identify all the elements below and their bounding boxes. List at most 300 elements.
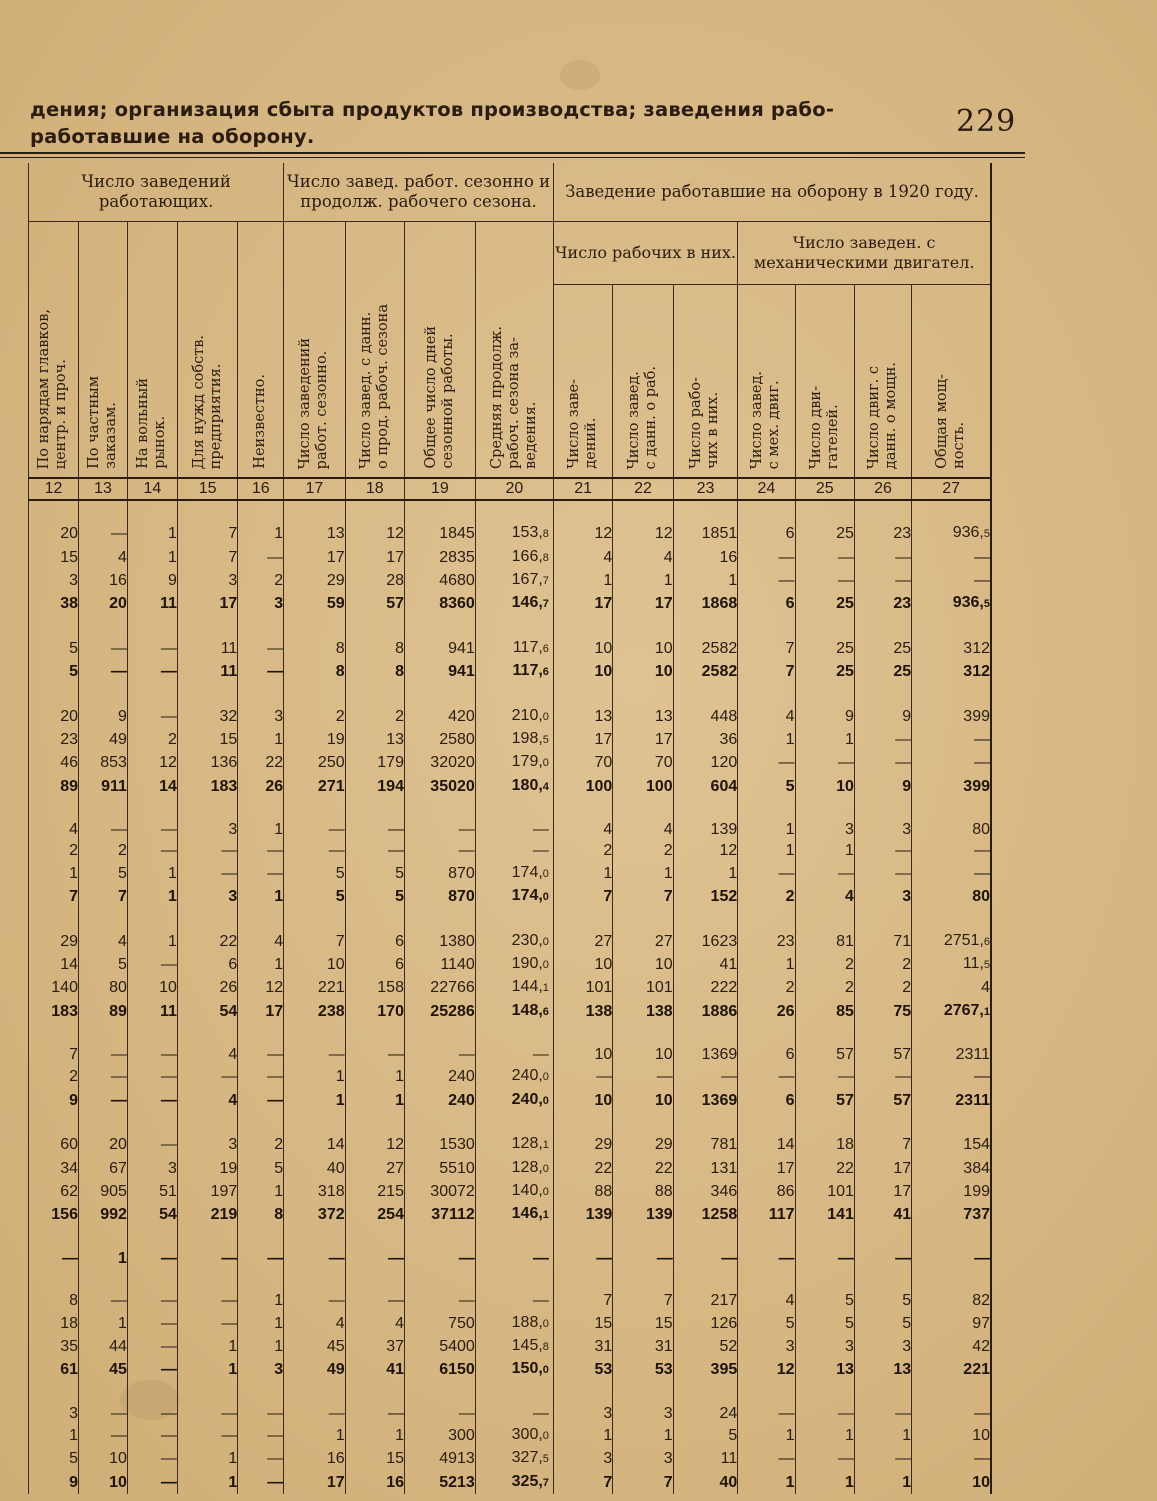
table-cell: — bbox=[795, 862, 854, 885]
table-cell: 24 bbox=[673, 1403, 738, 1424]
column-number: 15 bbox=[177, 478, 237, 500]
table-cell: 40 bbox=[673, 1471, 738, 1494]
table-cell: 13 bbox=[854, 1358, 911, 1381]
spacer-cell bbox=[177, 615, 237, 636]
decimal-part: 0 bbox=[542, 1162, 549, 1175]
spacer-cell bbox=[912, 1382, 991, 1403]
spacer-cell bbox=[475, 1023, 553, 1044]
spacer-cell bbox=[404, 908, 475, 929]
table-cell: 7 bbox=[738, 637, 795, 660]
spacer-cell bbox=[345, 1227, 404, 1248]
table-cell: 1 bbox=[177, 1358, 237, 1381]
table-cell: 23 bbox=[738, 930, 795, 953]
column-number: 23 bbox=[673, 478, 738, 500]
column-header-label: Для нужд собств. предприятия. bbox=[190, 334, 224, 469]
table-cell: 23 bbox=[29, 728, 79, 751]
table-cell: 120 bbox=[673, 751, 738, 774]
table-cell: 2 bbox=[345, 705, 404, 728]
table-cell: 1 bbox=[127, 546, 177, 569]
column-number: 27 bbox=[912, 478, 991, 500]
table-cell: 5 bbox=[78, 862, 127, 885]
table-cell: — bbox=[127, 1358, 177, 1381]
table-cell: 85 bbox=[795, 1000, 854, 1023]
spacer-cell bbox=[78, 1112, 127, 1133]
table-cell: 57 bbox=[795, 1089, 854, 1112]
table-cell: 1 bbox=[738, 1424, 795, 1447]
table-row bbox=[29, 1447, 992, 1470]
table-cell: — bbox=[673, 1065, 738, 1088]
table-cell: 1 bbox=[238, 1180, 284, 1203]
spacer-cell bbox=[284, 615, 345, 636]
spacer-row bbox=[29, 615, 992, 636]
table-cell: 4 bbox=[738, 705, 795, 728]
table-cell: 1845 bbox=[404, 522, 475, 545]
spacer-cell bbox=[738, 1269, 795, 1290]
table-cell: 16 bbox=[78, 569, 127, 592]
table-cell: 3 bbox=[238, 705, 284, 728]
table-cell: 4 bbox=[613, 819, 673, 840]
table-cell: 905 bbox=[78, 1180, 127, 1203]
spacer-cell bbox=[345, 1382, 404, 1403]
table-cell: — bbox=[127, 1403, 177, 1424]
spacer-row bbox=[29, 500, 992, 522]
table-cell: — bbox=[795, 1403, 854, 1424]
table-cell: — bbox=[404, 1290, 475, 1311]
column-number: 19 bbox=[404, 478, 475, 500]
spacer-cell bbox=[78, 1269, 127, 1290]
decimal-part: 6 bbox=[542, 642, 549, 655]
table-cell: — bbox=[177, 862, 237, 885]
spacer-cell bbox=[738, 1023, 795, 1044]
table-cell: — bbox=[127, 1133, 177, 1156]
spacer-cell bbox=[78, 1023, 127, 1044]
table-cell: 5400 bbox=[404, 1335, 475, 1358]
table-cell: 152 bbox=[673, 885, 738, 908]
column-header-label: Число двиг. с данн. о мощн. bbox=[866, 361, 900, 469]
table-cell: 271 bbox=[284, 775, 345, 798]
table-cell: 1 bbox=[177, 1471, 237, 1494]
table-cell: 5 bbox=[345, 885, 404, 908]
table-cell: 2582 bbox=[673, 660, 738, 683]
table-cell: 448 bbox=[673, 705, 738, 728]
table-cell: 10 bbox=[78, 1471, 127, 1494]
spacer-cell bbox=[29, 1227, 79, 1248]
table-cell: — bbox=[177, 1290, 237, 1311]
spacer-cell bbox=[127, 1269, 177, 1290]
table-cell: 60 bbox=[29, 1133, 79, 1156]
table-cell: 395 bbox=[673, 1358, 738, 1381]
table-cell: 4913 bbox=[404, 1447, 475, 1470]
decimal-part: 1 bbox=[542, 1209, 549, 1222]
spacer-cell bbox=[912, 615, 991, 636]
table-cell: 80 bbox=[912, 819, 991, 840]
spacer-cell bbox=[284, 1269, 345, 1290]
spacer-cell bbox=[854, 1269, 911, 1290]
table-cell: 54 bbox=[177, 1000, 237, 1023]
decimal-part: 5 bbox=[542, 1453, 549, 1466]
table-cell: 2 bbox=[795, 953, 854, 976]
table-cell: — bbox=[177, 840, 237, 861]
table-cell: 70 bbox=[553, 751, 612, 774]
table-cell: 81 bbox=[795, 930, 854, 953]
table-cell: 1 bbox=[78, 1248, 127, 1269]
table-cell: 22 bbox=[795, 1157, 854, 1180]
table-cell: 2835 bbox=[404, 546, 475, 569]
table-cell: 8 bbox=[238, 1203, 284, 1226]
total-row bbox=[29, 1358, 992, 1381]
table-cell: 170 bbox=[345, 1000, 404, 1023]
table-cell: 23 bbox=[854, 592, 911, 615]
table-cell: 158 bbox=[345, 976, 404, 999]
table-cell: 1 bbox=[795, 1471, 854, 1494]
table-cell: 15 bbox=[345, 1447, 404, 1470]
table-cell: 15 bbox=[177, 728, 237, 751]
total-row bbox=[29, 660, 992, 683]
table-cell: — bbox=[78, 522, 127, 545]
table-cell: 1 bbox=[854, 1471, 911, 1494]
table-cell: 13 bbox=[795, 1358, 854, 1381]
spacer-cell bbox=[29, 908, 79, 929]
table-cell: 14 bbox=[284, 1133, 345, 1156]
spacer-cell bbox=[912, 798, 991, 819]
spacer-cell bbox=[177, 683, 237, 704]
column-header-12 bbox=[29, 222, 79, 479]
spacer-cell bbox=[613, 500, 673, 522]
table-cell: 3 bbox=[177, 569, 237, 592]
table-cell: 7 bbox=[613, 1471, 673, 1494]
table-cell: 1886 bbox=[673, 1000, 738, 1023]
table-cell: 62 bbox=[29, 1180, 79, 1203]
decimal-part: 5 bbox=[542, 733, 549, 746]
column-header-21 bbox=[553, 285, 612, 479]
spacer-cell bbox=[613, 1227, 673, 1248]
table-cell: 101 bbox=[795, 1180, 854, 1203]
table-cell: 11 bbox=[673, 1447, 738, 1470]
table-cell: 2 bbox=[284, 705, 345, 728]
spacer-cell bbox=[29, 1382, 79, 1403]
table-cell: 6 bbox=[738, 592, 795, 615]
table-cell: — bbox=[238, 1471, 284, 1494]
table-cell: 10 bbox=[613, 660, 673, 683]
statistics-table bbox=[28, 163, 992, 1494]
column-header-label: По частным заказам. bbox=[85, 376, 119, 469]
table-cell: — bbox=[238, 637, 284, 660]
table-cell: 1 bbox=[284, 1065, 345, 1088]
spacer-cell bbox=[284, 1112, 345, 1133]
table-cell: 5 bbox=[29, 1447, 79, 1470]
table-cell: 25 bbox=[795, 522, 854, 545]
spacer-cell bbox=[345, 1023, 404, 1044]
table-cell: 13 bbox=[345, 728, 404, 751]
spacer-cell bbox=[912, 908, 991, 929]
table-cell: 372 bbox=[284, 1203, 345, 1226]
spacer-cell bbox=[29, 683, 79, 704]
table-cell: — bbox=[345, 840, 404, 861]
table-cell: 101 bbox=[553, 976, 612, 999]
table-cell: 420 bbox=[404, 705, 475, 728]
table-cell: — bbox=[284, 1044, 345, 1065]
spacer-cell bbox=[673, 1112, 738, 1133]
spacer-cell bbox=[854, 908, 911, 929]
table-cell: 38 bbox=[29, 592, 79, 615]
table-cell: 146,1 bbox=[475, 1203, 553, 1226]
table-cell: 20 bbox=[29, 522, 79, 545]
spacer-cell bbox=[738, 1112, 795, 1133]
table-cell: 1 bbox=[345, 1065, 404, 1088]
table-cell: 35020 bbox=[404, 775, 475, 798]
spacer-cell bbox=[795, 1269, 854, 1290]
spacer-cell bbox=[404, 1023, 475, 1044]
table-cell: 1140 bbox=[404, 953, 475, 976]
decimal-part: 0 bbox=[542, 710, 549, 723]
table-cell: — bbox=[404, 840, 475, 861]
table-cell: 117 bbox=[738, 1203, 795, 1226]
table-cell: 1380 bbox=[404, 930, 475, 953]
spacer-cell bbox=[345, 615, 404, 636]
table-cell: — bbox=[238, 660, 284, 683]
table-cell: 7 bbox=[29, 1044, 79, 1065]
column-header-label: Число завед. с данн. о раб. bbox=[625, 365, 659, 469]
column-header-label: На вольный рынок. bbox=[135, 378, 169, 469]
table-cell: 10 bbox=[795, 775, 854, 798]
table-cell: — bbox=[127, 1312, 177, 1335]
table-cell: 238 bbox=[284, 1000, 345, 1023]
table-cell: 100 bbox=[613, 775, 673, 798]
decimal-part: 7 bbox=[542, 598, 549, 611]
spacer-cell bbox=[854, 683, 911, 704]
table-cell: — bbox=[912, 1403, 991, 1424]
table-cell: 10 bbox=[912, 1424, 991, 1447]
spacer-cell bbox=[738, 615, 795, 636]
table-cell: 28 bbox=[345, 569, 404, 592]
spacer-cell bbox=[613, 1382, 673, 1403]
table-cell: 42 bbox=[912, 1335, 991, 1358]
table-cell: 230,0 bbox=[475, 930, 553, 953]
spacer-cell bbox=[29, 615, 79, 636]
column-header-label: Число заведений работ. сезонно. bbox=[297, 337, 331, 469]
spacer-cell bbox=[738, 1382, 795, 1403]
table-cell: 29 bbox=[29, 930, 79, 953]
table-cell: 1 bbox=[284, 1089, 345, 1112]
spacer-cell bbox=[795, 908, 854, 929]
table-cell: 22 bbox=[177, 930, 237, 953]
spacer-cell bbox=[673, 615, 738, 636]
table-row bbox=[29, 751, 992, 774]
table-cell: — bbox=[78, 1290, 127, 1311]
table-cell: — bbox=[475, 840, 553, 861]
table-cell: 61 bbox=[29, 1358, 79, 1381]
table-cell: 3 bbox=[854, 885, 911, 908]
table-cell: — bbox=[78, 1424, 127, 1447]
table-cell: — bbox=[795, 1065, 854, 1088]
table-cell: 9 bbox=[78, 705, 127, 728]
table-cell: — bbox=[78, 819, 127, 840]
table-cell: 12 bbox=[738, 1358, 795, 1381]
spacer-cell bbox=[553, 1023, 612, 1044]
table-cell: 3 bbox=[553, 1403, 612, 1424]
table-cell: 10 bbox=[613, 637, 673, 660]
table-cell: 30072 bbox=[404, 1180, 475, 1203]
column-header-24 bbox=[738, 285, 795, 479]
table-row bbox=[29, 637, 992, 660]
table-cell: 1 bbox=[284, 1424, 345, 1447]
table-cell: — bbox=[475, 1290, 553, 1311]
spacer-cell bbox=[284, 798, 345, 819]
table-cell: 51 bbox=[127, 1180, 177, 1203]
spacer-cell bbox=[475, 1112, 553, 1133]
table-cell: 737 bbox=[912, 1203, 991, 1226]
table-row bbox=[29, 546, 992, 569]
table-cell: 781 bbox=[673, 1133, 738, 1156]
spacer-cell bbox=[78, 1227, 127, 1248]
table-cell: 1 bbox=[29, 1424, 79, 1447]
table-cell: 67 bbox=[78, 1157, 127, 1180]
table-row bbox=[29, 1424, 992, 1447]
table-row bbox=[29, 1290, 992, 1311]
table-cell: 941 bbox=[404, 660, 475, 683]
column-header-25 bbox=[795, 285, 854, 479]
table-cell: 27 bbox=[613, 930, 673, 953]
table-cell: 17 bbox=[284, 546, 345, 569]
table-cell: — bbox=[738, 1248, 795, 1269]
spacer-cell bbox=[553, 1269, 612, 1290]
subgroup-header-workers: Число рабочих в них. bbox=[553, 222, 737, 285]
table-cell: 399 bbox=[912, 775, 991, 798]
table-cell: 853 bbox=[78, 751, 127, 774]
table-cell: — bbox=[912, 840, 991, 861]
table-cell: 11,5 bbox=[912, 953, 991, 976]
table-cell: 1 bbox=[553, 569, 612, 592]
table-cell: 128,0 bbox=[475, 1157, 553, 1180]
table-cell: 210,0 bbox=[475, 705, 553, 728]
spacer-cell bbox=[177, 500, 237, 522]
decimal-part: 1 bbox=[542, 1139, 549, 1152]
table-cell: 2 bbox=[738, 885, 795, 908]
spacer-cell bbox=[795, 615, 854, 636]
table-row bbox=[29, 976, 992, 999]
table-cell: — bbox=[238, 862, 284, 885]
table-cell: 88 bbox=[553, 1180, 612, 1203]
table-cell: — bbox=[795, 569, 854, 592]
table-cell: 399 bbox=[912, 705, 991, 728]
table-cell: 870 bbox=[404, 885, 475, 908]
column-header-14 bbox=[127, 222, 177, 479]
column-header-15 bbox=[177, 222, 237, 479]
table-cell: 7 bbox=[553, 1471, 612, 1494]
spacer-cell bbox=[475, 798, 553, 819]
table-cell: 183 bbox=[177, 775, 237, 798]
table-cell: 7 bbox=[613, 1290, 673, 1311]
decimal-part: 0 bbox=[542, 1430, 549, 1443]
table-cell: 2 bbox=[238, 1133, 284, 1156]
table-cell: — bbox=[78, 1089, 127, 1112]
spacer-cell bbox=[673, 798, 738, 819]
spacer-cell bbox=[127, 908, 177, 929]
table-row bbox=[29, 522, 992, 545]
table-row bbox=[29, 1065, 992, 1088]
table-cell: 12 bbox=[613, 522, 673, 545]
decimal-part: 6 bbox=[542, 666, 549, 679]
table-cell: 4 bbox=[78, 930, 127, 953]
spacer-cell bbox=[127, 1023, 177, 1044]
column-header-27 bbox=[912, 285, 991, 479]
table-cell: — bbox=[854, 1248, 911, 1269]
spacer-cell bbox=[553, 615, 612, 636]
table-cell: 11 bbox=[127, 592, 177, 615]
table-cell: 3 bbox=[177, 1133, 237, 1156]
spacer-cell bbox=[795, 500, 854, 522]
table-cell: 15 bbox=[553, 1312, 612, 1335]
table-row bbox=[29, 1157, 992, 1180]
table-cell: 57 bbox=[795, 1044, 854, 1065]
table-cell: 141 bbox=[795, 1203, 854, 1226]
spacer-cell bbox=[238, 1227, 284, 1248]
table-cell: 1258 bbox=[673, 1203, 738, 1226]
table-cell: 25 bbox=[854, 660, 911, 683]
spacer-cell bbox=[238, 683, 284, 704]
table-cell: — bbox=[475, 1044, 553, 1065]
table-cell: — bbox=[673, 1248, 738, 1269]
table-cell: 6 bbox=[738, 1044, 795, 1065]
table-cell: 7 bbox=[29, 885, 79, 908]
table-cell: 59 bbox=[284, 592, 345, 615]
spacer-cell bbox=[738, 908, 795, 929]
column-header-label: Средняя продолж. рабоч. сезона за- ведения. bbox=[488, 326, 539, 469]
decimal-part: 0 bbox=[542, 757, 549, 770]
table-cell: 9 bbox=[29, 1089, 79, 1112]
table-cell: — bbox=[284, 1248, 345, 1269]
spacer-cell bbox=[404, 1227, 475, 1248]
group-header-defense: Заведение работавшие на оборону в 1920 году. bbox=[553, 163, 991, 222]
table-cell: — bbox=[284, 1403, 345, 1424]
table-cell: 53 bbox=[613, 1358, 673, 1381]
table-cell: 10 bbox=[553, 660, 612, 683]
table-cell: 140 bbox=[29, 976, 79, 999]
table-cell: — bbox=[854, 840, 911, 861]
table-cell: 37112 bbox=[404, 1203, 475, 1226]
table-cell: 22 bbox=[238, 751, 284, 774]
table-cell: — bbox=[912, 1065, 991, 1088]
table-cell: — bbox=[284, 1290, 345, 1311]
spacer-cell bbox=[284, 1382, 345, 1403]
table-cell: 16 bbox=[345, 1471, 404, 1494]
column-header-18 bbox=[345, 222, 404, 479]
table-cell: 4 bbox=[177, 1089, 237, 1112]
table-cell: 2 bbox=[238, 569, 284, 592]
table-cell: 1 bbox=[673, 569, 738, 592]
table-cell: 5213 bbox=[404, 1471, 475, 1494]
table-cell: 3 bbox=[177, 885, 237, 908]
table-cell: 312 bbox=[912, 660, 991, 683]
spacer-cell bbox=[673, 500, 738, 522]
spacer-cell bbox=[795, 1112, 854, 1133]
table-cell: — bbox=[738, 1403, 795, 1424]
column-header-23 bbox=[673, 285, 738, 479]
spacer-cell bbox=[738, 798, 795, 819]
table-cell: 9 bbox=[854, 705, 911, 728]
table-cell: 7 bbox=[613, 885, 673, 908]
spacer-row bbox=[29, 798, 992, 819]
table-cell: 8 bbox=[284, 637, 345, 660]
spacer-cell bbox=[78, 908, 127, 929]
table-cell: 2 bbox=[854, 976, 911, 999]
table-cell: 217 bbox=[673, 1290, 738, 1311]
table-cell: — bbox=[78, 1065, 127, 1088]
table-cell: 10 bbox=[284, 953, 345, 976]
column-number: 12 bbox=[29, 478, 79, 500]
spacer-cell bbox=[345, 908, 404, 929]
table-cell: 1 bbox=[238, 819, 284, 840]
